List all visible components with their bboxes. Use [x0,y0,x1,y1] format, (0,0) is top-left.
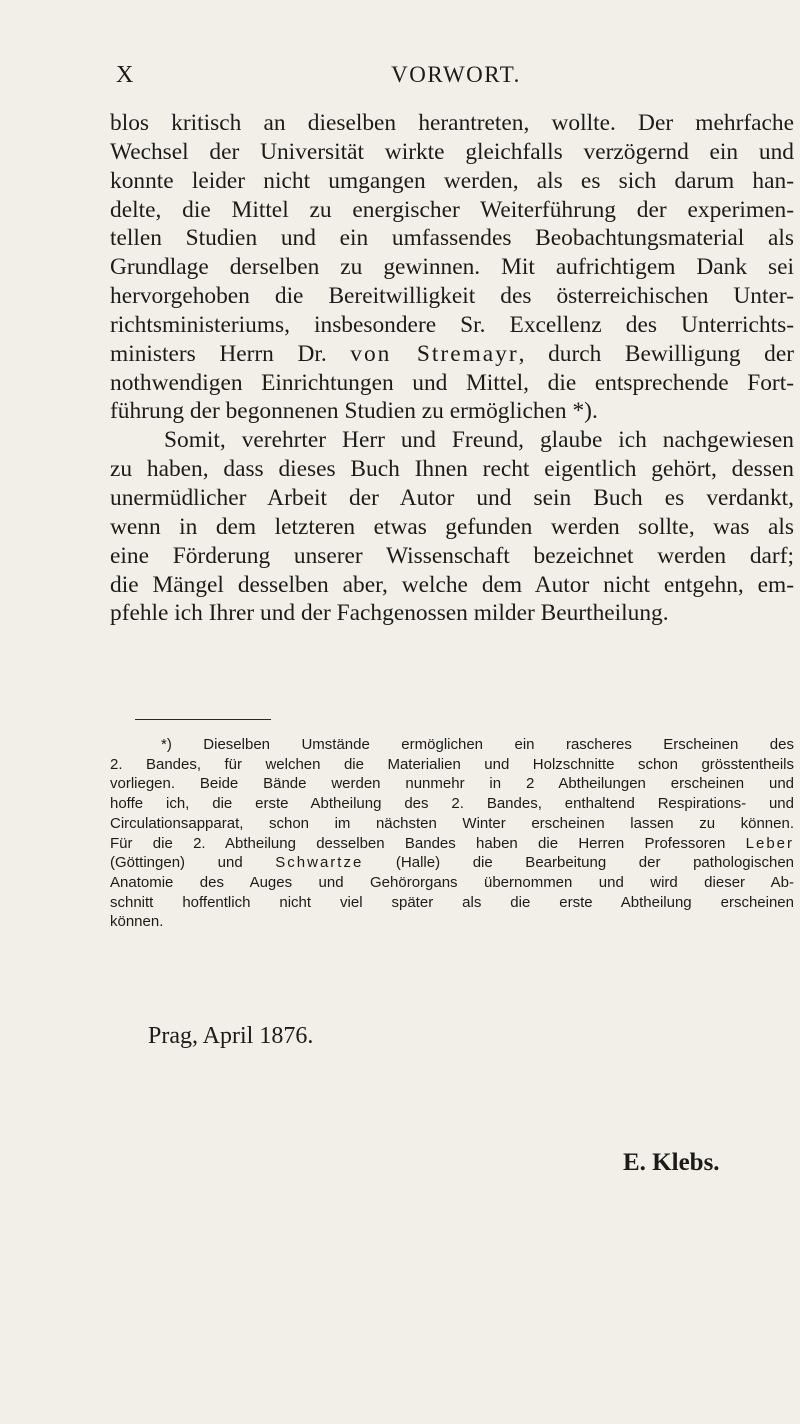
footnote-line: vorliegen. Beide Bände werden nunmehr in 2 Abtheilungen erscheinen und [110,775,794,793]
page-number: X [116,62,135,88]
footnote-divider [135,719,271,720]
footnote [110,735,794,932]
footnote-line: hoffe ich, die erste Abtheilung des 2. Bandes, enthaltend Respirations- und [110,795,794,813]
text-line: tellen Studien und ein umfassendes Beobachtungsmaterial als [110,225,794,252]
text-line: Wechsel der Universität wirkte gleichfalls verzögernd ein und [110,138,794,165]
text-line: blos kritisch an dieselben herantreten, wollte. Der mehrfache [110,110,794,136]
footnote-line [110,834,794,854]
text-line: wenn in dem letzteren etwas gefunden werden sollte, was als [110,513,794,540]
text-line: hervorgehoben die Bereitwilligkeit des österreichischen Unter- [110,283,794,310]
text-segment: ministers Herrn Dr. [110,340,327,367]
professor-name: Leber [745,834,795,852]
footnote-line: Circulationsapparat, schon im nächsten Winter erscheinen lassen zu können. [110,814,794,832]
preface-body [110,109,794,628]
text-line: richtsministeriums, insbesondere Sr. Excellenz des Unterrichts- [110,311,794,338]
running-title: VORWORT. [391,62,521,87]
footnote-line [110,853,794,873]
text-line: nothwendigen Einrichtungen und Mittel, die entsprechende Fort- [110,369,794,396]
minister-name: von Stremayr [350,340,519,367]
text-line: Somit, verehrter Herr und Freund, glaube ich nachgewiesen [164,427,794,454]
text-line: Grundlage derselben zu gewinnen. Mit aufrichtigem Dank sei [110,254,794,281]
page-header [116,62,796,96]
text-line: die Mängel desselben aber, welche dem Autor nicht entgehn, em- [110,571,794,598]
text-line: zu haben, dass dieses Buch Ihnen recht eigentlich gehört, dessen [110,456,794,483]
text-segment: (Halle) die Bearbeitung der pathologischen [395,854,795,872]
author-signature: E. Klebs. [623,1149,720,1176]
text-line [110,340,794,369]
text-line: eine Förderung unserer Wissenschaft bezeichnet werden darf; [110,542,794,569]
place-date: Prag, April 1876. [148,1023,314,1049]
text-line: konnte leider nicht umgangen werden, als es sich darum han- [110,167,794,194]
text-segment: (Göttingen) und [110,854,243,872]
text-line: delte, die Mittel zu energischer Weiterführung der experimen- [110,196,794,223]
footnote-line: Anatomie des Auges und Gehörorgans übernommen und wird dieser Ab- [110,873,794,891]
footnote-line: können. [110,913,164,931]
text-segment: Für die 2. Abtheilung desselben Bandes haben die Herren Professoren [110,834,726,852]
text-line: pfehle ich Ihrer und der Fachgenossen milder Beurtheilung. [110,600,669,627]
footnote-line: 2. Bandes, für welchen die Materialien und Holzschnitte schon grösstentheils [110,755,794,773]
text-segment: , durch Bewilligung der [518,340,794,367]
footnote-line: schnitt hoffentlich nicht viel später als die erste Abtheilung erscheinen [110,893,794,911]
professor-name: Schwartze [275,854,364,872]
text-line: führung der begonnenen Studien zu ermöglichen *). [110,398,598,425]
footnote-line: *) Dieselben Umstände ermöglichen ein rascheres Erscheinen des [161,736,794,753]
text-line: unermüdlicher Arbeit der Autor und sein Buch es verdankt, [110,484,794,511]
